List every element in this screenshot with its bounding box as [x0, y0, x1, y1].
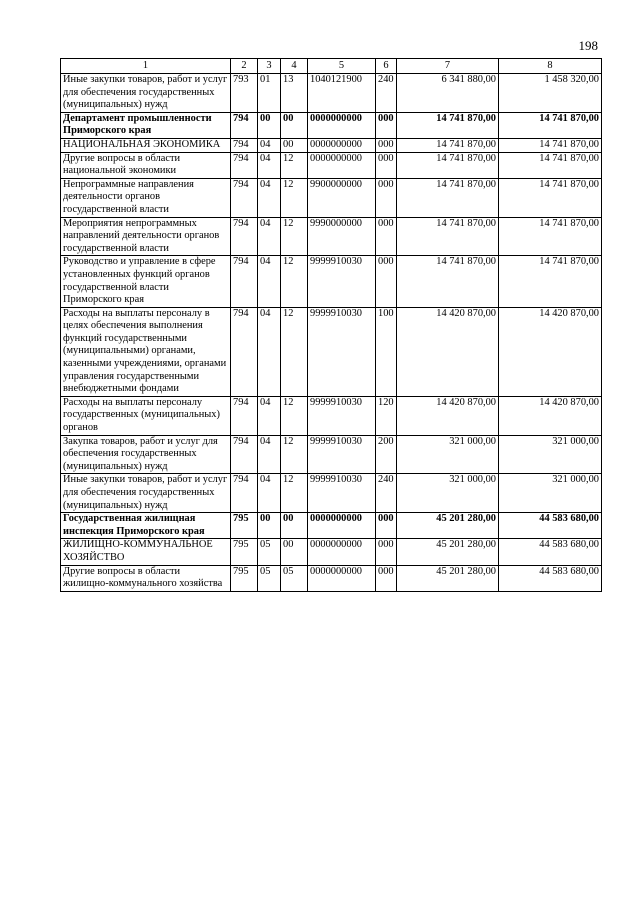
subsection-code: 00 [281, 112, 308, 138]
table-row [61, 138, 602, 152]
amount-year-1: 14 741 870,00 [397, 178, 499, 217]
budget-item-name: Иные закупки товаров, работ и услуг для обеспечения государственных (муниципальных) нужд [61, 474, 231, 513]
ministry-code: 794 [231, 112, 258, 138]
amount-year-2: 321 000,00 [499, 435, 602, 474]
target-article-code: 0000000000 [308, 152, 376, 178]
target-article-code: 9999910030 [308, 396, 376, 435]
subsection-code: 00 [281, 138, 308, 152]
ministry-code: 793 [231, 74, 258, 113]
column-header: 1 [61, 59, 231, 74]
target-article-code: 0000000000 [308, 112, 376, 138]
target-article-code: 9999910030 [308, 435, 376, 474]
amount-year-1: 14 741 870,00 [397, 138, 499, 152]
ministry-code: 794 [231, 138, 258, 152]
budget-item-name: Государственная жилищная инспекция Приморского края [61, 513, 231, 539]
target-article-code: 0000000000 [308, 138, 376, 152]
ministry-code: 794 [231, 307, 258, 396]
section-code: 04 [258, 307, 281, 396]
amount-year-1: 45 201 280,00 [397, 513, 499, 539]
amount-year-1: 321 000,00 [397, 435, 499, 474]
target-article-code: 9999910030 [308, 256, 376, 307]
expense-type-code: 000 [376, 256, 397, 307]
section-code: 01 [258, 74, 281, 113]
section-code: 00 [258, 112, 281, 138]
amount-year-1: 45 201 280,00 [397, 565, 499, 591]
budget-item-name: Другие вопросы в области национальной экономики [61, 152, 231, 178]
budget-item-name: Расходы на выплаты персоналу в целях обеспечения выполнения функций государственными (муниципальными) органами, казенными учреждениями, органами управления государственными внебюджетными фондами [61, 307, 231, 396]
section-code: 04 [258, 178, 281, 217]
ministry-code: 794 [231, 435, 258, 474]
target-article-code: 9999910030 [308, 474, 376, 513]
amount-year-1: 14 741 870,00 [397, 256, 499, 307]
table-row [61, 178, 602, 217]
table-row [61, 74, 602, 113]
subsection-code: 05 [281, 565, 308, 591]
table-row [61, 307, 602, 396]
target-article-code: 0000000000 [308, 513, 376, 539]
target-article-code: 0000000000 [308, 565, 376, 591]
amount-year-1: 14 741 870,00 [397, 152, 499, 178]
amount-year-2: 14 420 870,00 [499, 396, 602, 435]
target-article-code: 0000000000 [308, 539, 376, 565]
column-header: 3 [258, 59, 281, 74]
amount-year-2: 14 741 870,00 [499, 256, 602, 307]
expense-type-code: 000 [376, 178, 397, 217]
table-row [61, 396, 602, 435]
budget-item-name: Руководство и управление в сфере установленных функций органов государственной власти Приморского края [61, 256, 231, 307]
table-row [61, 565, 602, 591]
amount-year-2: 14 741 870,00 [499, 112, 602, 138]
budget-item-name: Закупка товаров, работ и услуг для обеспечения государственных (муниципальных) нужд [61, 435, 231, 474]
subsection-code: 12 [281, 474, 308, 513]
expense-type-code: 120 [376, 396, 397, 435]
ministry-code: 795 [231, 513, 258, 539]
expense-type-code: 000 [376, 152, 397, 178]
amount-year-1: 14 741 870,00 [397, 112, 499, 138]
amount-year-1: 45 201 280,00 [397, 539, 499, 565]
table-row [61, 435, 602, 474]
ministry-code: 795 [231, 565, 258, 591]
subsection-code: 00 [281, 513, 308, 539]
amount-year-1: 6 341 880,00 [397, 74, 499, 113]
amount-year-1: 321 000,00 [397, 474, 499, 513]
target-article-code: 9999910030 [308, 307, 376, 396]
section-code: 04 [258, 474, 281, 513]
section-code: 04 [258, 396, 281, 435]
table-row [61, 513, 602, 539]
subsection-code: 13 [281, 74, 308, 113]
budget-item-name: ЖИЛИЩНО-КОММУНАЛЬНОЕ ХОЗЯЙСТВО [61, 539, 231, 565]
section-code: 04 [258, 152, 281, 178]
section-code: 00 [258, 513, 281, 539]
section-code: 04 [258, 217, 281, 256]
table-header-row [61, 59, 602, 74]
amount-year-2: 321 000,00 [499, 474, 602, 513]
expense-type-code: 100 [376, 307, 397, 396]
amount-year-2: 14 420 870,00 [499, 307, 602, 396]
expense-type-code: 200 [376, 435, 397, 474]
expense-type-code: 000 [376, 138, 397, 152]
expense-type-code: 240 [376, 474, 397, 513]
target-article-code: 9900000000 [308, 178, 376, 217]
ministry-code: 794 [231, 396, 258, 435]
budget-item-name: Департамент промышленности Приморского края [61, 112, 231, 138]
amount-year-2: 44 583 680,00 [499, 513, 602, 539]
ministry-code: 795 [231, 539, 258, 565]
ministry-code: 794 [231, 178, 258, 217]
amount-year-1: 14 741 870,00 [397, 217, 499, 256]
expense-type-code: 000 [376, 565, 397, 591]
subsection-code: 12 [281, 152, 308, 178]
amount-year-2: 14 741 870,00 [499, 138, 602, 152]
subsection-code: 00 [281, 539, 308, 565]
page-number: 198 [578, 38, 598, 53]
column-header: 8 [499, 59, 602, 74]
amount-year-2: 14 741 870,00 [499, 152, 602, 178]
section-code: 05 [258, 539, 281, 565]
section-code: 04 [258, 256, 281, 307]
section-code: 04 [258, 435, 281, 474]
table-body [61, 74, 602, 592]
expense-type-code: 000 [376, 217, 397, 256]
subsection-code: 12 [281, 307, 308, 396]
budget-item-name: Расходы на выплаты персоналу государственных (муниципальных) органов [61, 396, 231, 435]
ministry-code: 794 [231, 256, 258, 307]
column-header: 7 [397, 59, 499, 74]
section-code: 05 [258, 565, 281, 591]
amount-year-1: 14 420 870,00 [397, 307, 499, 396]
table-row [61, 539, 602, 565]
budget-item-name: Иные закупки товаров, работ и услуг для обеспечения государственных (муниципальных) нужд [61, 74, 231, 113]
table-row [61, 474, 602, 513]
expense-type-code: 000 [376, 112, 397, 138]
budget-item-name: Непрограммные направления деятельности органов государственной власти [61, 178, 231, 217]
budget-table [60, 58, 602, 592]
column-header: 6 [376, 59, 397, 74]
ministry-code: 794 [231, 474, 258, 513]
subsection-code: 12 [281, 217, 308, 256]
budget-item-name: Мероприятия непрограммных направлений деятельности органов государственной власти [61, 217, 231, 256]
amount-year-2: 14 741 870,00 [499, 217, 602, 256]
ministry-code: 794 [231, 152, 258, 178]
subsection-code: 12 [281, 256, 308, 307]
subsection-code: 12 [281, 178, 308, 217]
column-header: 2 [231, 59, 258, 74]
section-code: 04 [258, 138, 281, 152]
subsection-code: 12 [281, 435, 308, 474]
subsection-code: 12 [281, 396, 308, 435]
amount-year-1: 14 420 870,00 [397, 396, 499, 435]
amount-year-2: 44 583 680,00 [499, 565, 602, 591]
column-header: 5 [308, 59, 376, 74]
budget-item-name: НАЦИОНАЛЬНАЯ ЭКОНОМИКА [61, 138, 231, 152]
budget-item-name: Другие вопросы в области жилищно-коммунального хозяйства [61, 565, 231, 591]
ministry-code: 794 [231, 217, 258, 256]
column-header: 4 [281, 59, 308, 74]
target-article-code: 1040121900 [308, 74, 376, 113]
amount-year-2: 1 458 320,00 [499, 74, 602, 113]
target-article-code: 9990000000 [308, 217, 376, 256]
table-row [61, 217, 602, 256]
amount-year-2: 44 583 680,00 [499, 539, 602, 565]
expense-type-code: 240 [376, 74, 397, 113]
expense-type-code: 000 [376, 539, 397, 565]
table-row [61, 112, 602, 138]
expense-type-code: 000 [376, 513, 397, 539]
table-row [61, 152, 602, 178]
table-row [61, 256, 602, 307]
amount-year-2: 14 741 870,00 [499, 178, 602, 217]
